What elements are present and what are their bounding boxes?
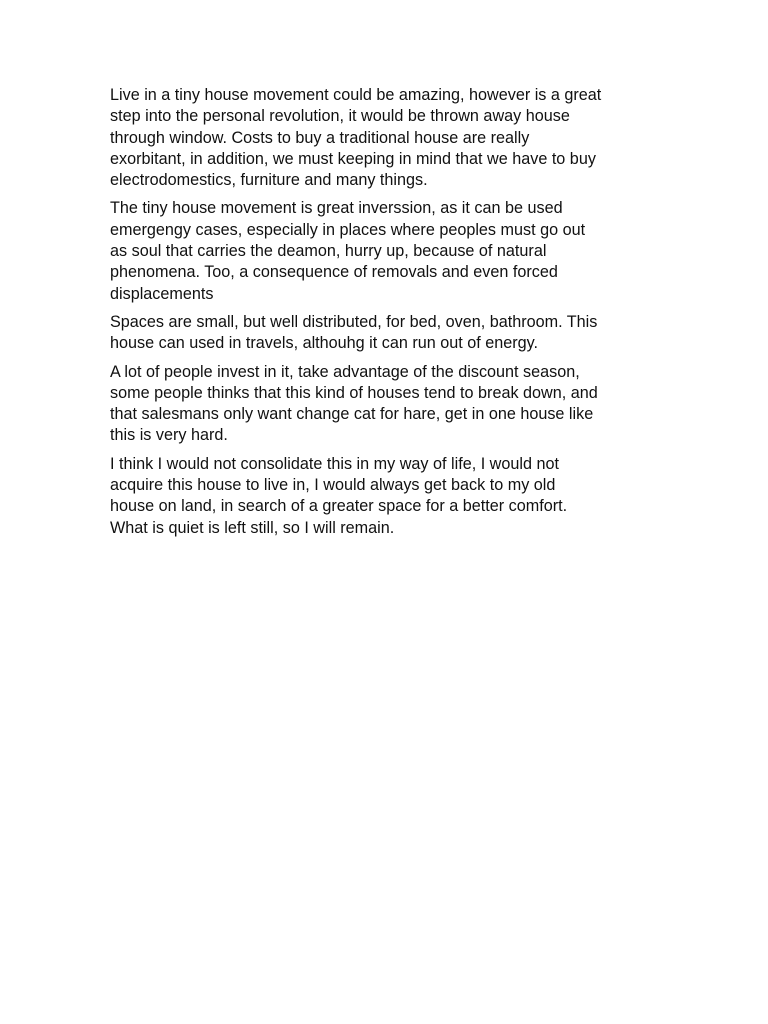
document-body xyxy=(110,85,666,546)
paragraph-5: I think I would not consolidate this in my way of life, I would not acquire this house to live in, I would always get back to my old house on land, in search of a greater space for a better comfort. What is quiet is left still, so I will remain. xyxy=(110,454,568,537)
paragraph-4: A lot of people invest in it, take advantage of the discount season, some people thinks that this kind of houses tend to break down, and that salesmans only want change cat for hare, get in one house like this is very hard. xyxy=(110,362,598,445)
paragraph-1: Live in a tiny house movement could be amazing, however is a great step into the personal revolution, it would be thrown away house through window. Costs to buy a traditional house are really exorbitant, in addition, we must keeping in mind that we have to buy electrodomestics, furniture and many things. xyxy=(110,86,602,190)
paragraph-3: Spaces are small, but well distributed, for bed, oven, bathroom. This house can used in travels, althouhg it can run out of energy. xyxy=(110,312,598,353)
paragraph-2: The tiny house movement is great inverssion, as it can be used emergengy cases, especially in places where peoples must go out as soul that carries the deamon, hurry up, because of natural phenomena. Too, a consequence of removals and even forced displacements xyxy=(110,199,586,303)
